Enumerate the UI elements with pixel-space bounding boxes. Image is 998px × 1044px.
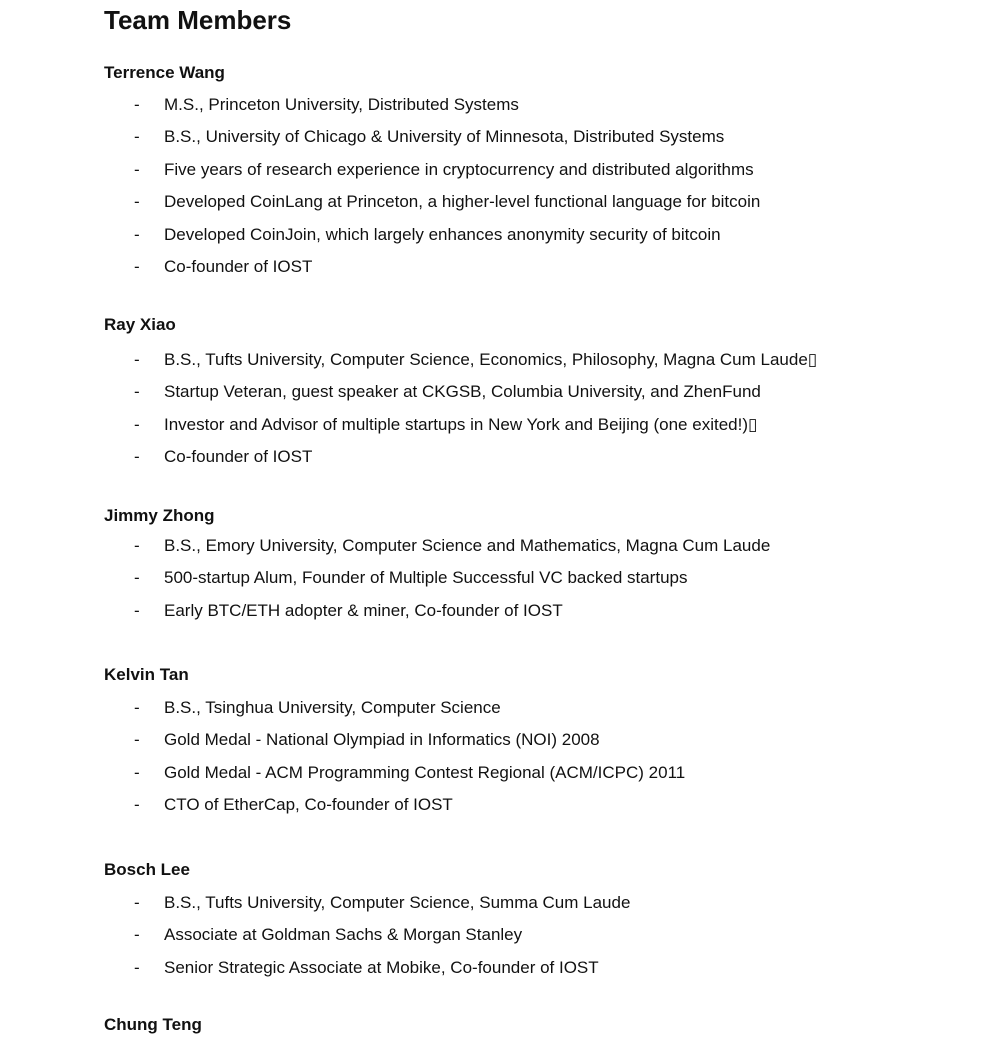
bullet-dash: - — [134, 192, 140, 212]
bullet-dash: - — [134, 127, 140, 147]
list-item-text: Gold Medal - ACM Programming Contest Regional (ACM/ICPC) 2011 — [164, 762, 686, 782]
list-item-text: B.S., Emory University, Computer Science and Mathematics, Magna Cum Laude — [164, 536, 771, 555]
list-item-text: B.S., Tsinghua University, Computer Science — [164, 698, 501, 717]
list-item-text: Startup Veteran, guest speaker at CKGSB, Columbia University, and ZhenFund — [164, 382, 761, 402]
list-item-text: M.S., Princeton University, Distributed Systems — [164, 95, 519, 114]
list-item-text: Associate at Goldman Sachs & Morgan Stanley — [164, 925, 523, 945]
list-item-text: B.S., University of Chicago & University of Minnesota, Distributed Systems — [164, 127, 725, 147]
bullet-dash: - — [134, 698, 140, 717]
bullet-dash: - — [134, 893, 140, 912]
list-item-text: Early BTC/ETH adopter & miner, Co-founder of IOST — [164, 600, 563, 620]
member-name-chung-teng: Chung Teng — [104, 1015, 202, 1034]
bullet-dash: - — [134, 256, 140, 276]
bullet-dash: - — [134, 568, 140, 588]
list-item-text: Senior Strategic Associate at Mobike, Co-founder of IOST — [164, 957, 599, 977]
bullet-dash: - — [134, 925, 140, 945]
list-item-text: Co-founder of IOST — [164, 447, 313, 467]
bullet-dash: - — [134, 224, 140, 244]
member-name-kelvin-tan: Kelvin Tan — [104, 665, 189, 684]
bullet-dash: - — [134, 762, 140, 782]
bullet-dash: - — [134, 414, 140, 434]
page-title: Team Members — [104, 5, 292, 35]
bullet-dash: - — [134, 382, 140, 402]
bullet-dash: - — [134, 447, 140, 467]
bullet-dash: - — [134, 730, 140, 750]
member-name-ray-xiao: Ray Xiao — [104, 315, 176, 334]
list-item-text: Gold Medal - National Olympiad in Informatics (NOI) 2008 — [164, 730, 600, 750]
bullet-dash: - — [134, 350, 140, 369]
bullet-dash: - — [134, 159, 140, 179]
list-item-text: B.S., Tufts University, Computer Science, Economics, Philosophy, Magna Cum Laude▯ — [164, 350, 818, 369]
list-item-text: Co-founder of IOST — [164, 256, 313, 276]
member-name-jimmy-zhong: Jimmy Zhong — [104, 506, 215, 525]
list-item-text: Developed CoinLang at Princeton, a higher-level functional language for bitcoin — [164, 192, 761, 212]
list-item-text: B.S., Tufts University, Computer Science, Summa Cum Laude — [164, 893, 631, 912]
member-name-bosch-lee: Bosch Lee — [104, 860, 190, 879]
list-item-text: 500-startup Alum, Founder of Multiple Successful VC backed startups — [164, 568, 688, 588]
list-item-text: CTO of EtherCap, Co-founder of IOST — [164, 795, 453, 815]
bullet-dash: - — [134, 957, 140, 977]
bullet-dash: - — [134, 536, 140, 555]
list-item-text: Developed CoinJoin, which largely enhances anonymity security of bitcoin — [164, 224, 721, 244]
bullet-dash: - — [134, 795, 140, 815]
list-item-text: Five years of research experience in cryptocurrency and distributed algorithms — [164, 159, 754, 179]
list-item-text: Investor and Advisor of multiple startups in New York and Beijing (one exited!)▯ — [164, 414, 758, 434]
member-name-terrence-wang: Terrence Wang — [104, 63, 225, 82]
bullet-dash: - — [134, 600, 140, 620]
bullet-dash: - — [134, 95, 140, 114]
